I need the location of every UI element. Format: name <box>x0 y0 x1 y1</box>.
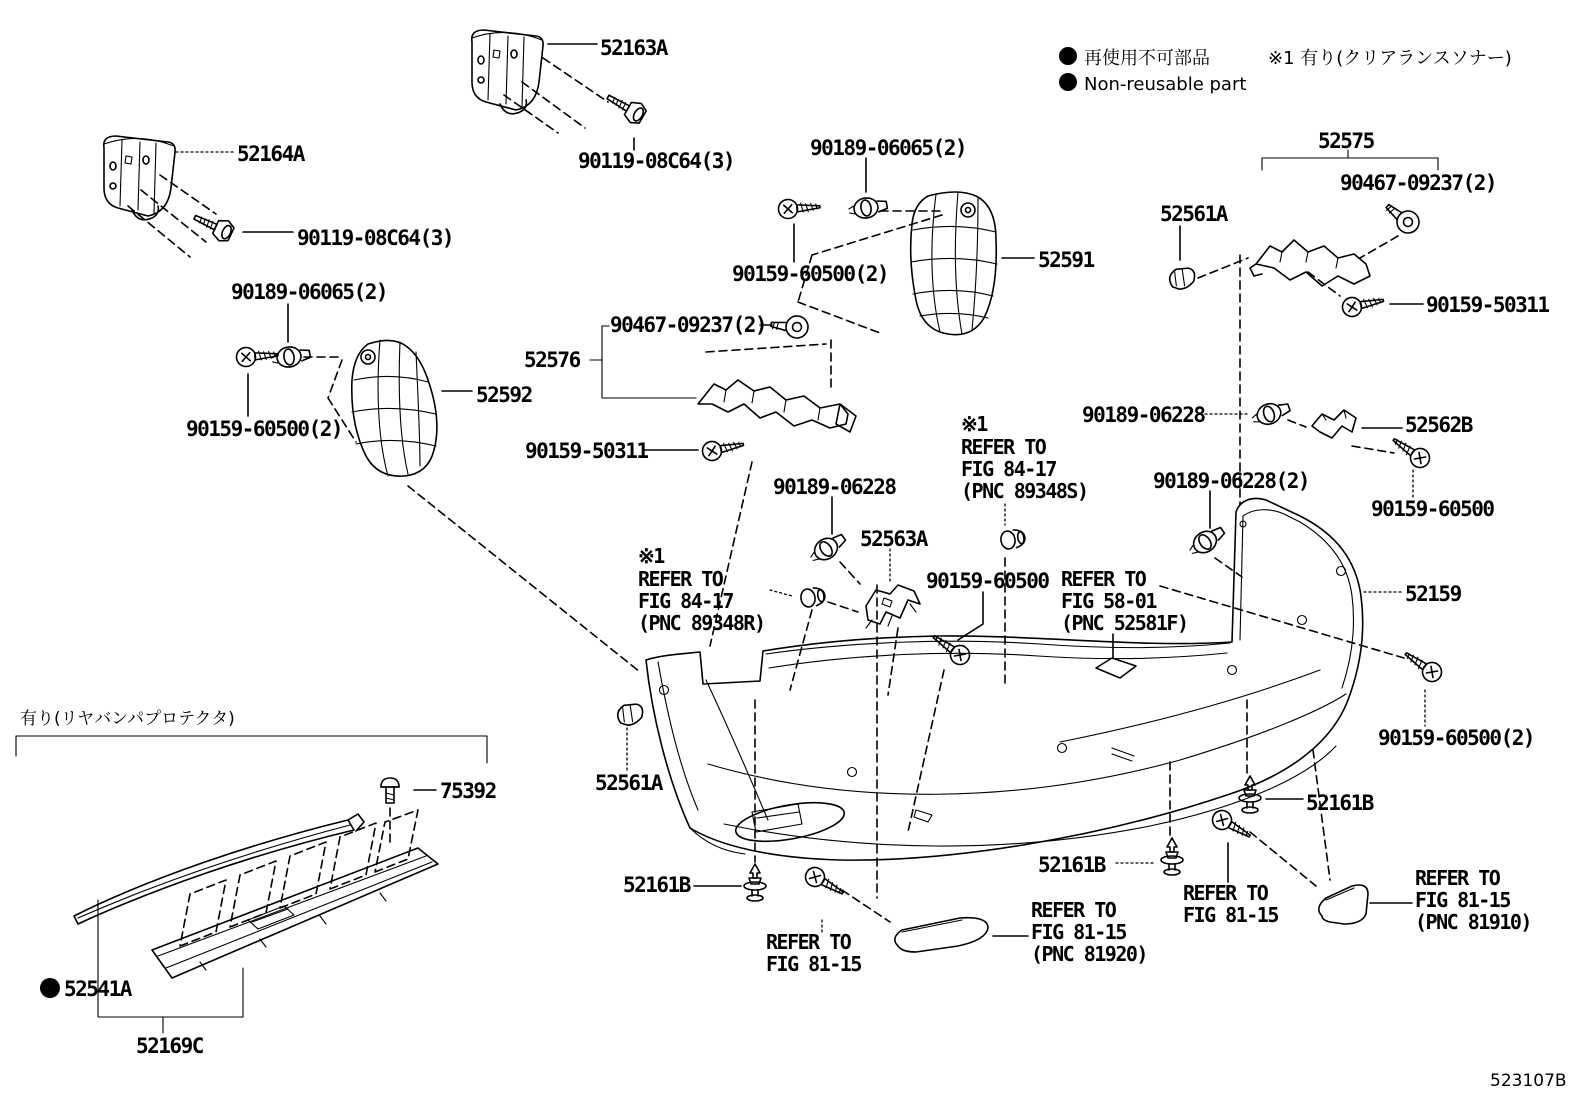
ref-fig5801-line1: REFER TO <box>1061 567 1146 591</box>
non-reusable-bullet-icon <box>40 978 60 998</box>
ref-fig8417r-line3: (PNC 89348R) <box>638 611 765 635</box>
label-52576: 52576 <box>524 348 580 372</box>
ref-fig5801-group <box>1061 567 1188 678</box>
label-52161B: 52161B <box>1306 791 1373 815</box>
mushroom-clip-icon <box>381 778 399 803</box>
sensor-cluster-group <box>638 412 1088 668</box>
label-90189-06228: 90189-06228 <box>1082 403 1205 427</box>
clip-nut-icon <box>770 312 810 339</box>
bolt-icon <box>190 207 236 244</box>
bracket-52575-drawing <box>1250 240 1370 286</box>
pad-52592-drawing <box>352 340 437 476</box>
label-52541A: 52541A <box>64 977 131 1001</box>
sensor-retainer-52563A-drawing <box>866 585 920 628</box>
grommet-icon <box>1250 397 1293 429</box>
legend <box>1059 47 1512 95</box>
ref-fig81920-line3: (PNC 81920) <box>1031 942 1147 966</box>
screw-icon <box>1388 432 1433 471</box>
non-reusable-bullet-icon <box>1059 73 1077 91</box>
screw-icon <box>1400 646 1445 685</box>
protector-strip-52541A-drawing <box>74 814 364 924</box>
bolt-icon <box>603 87 649 126</box>
label-52592: 52592 <box>476 383 532 407</box>
ref-fig81910-line3: (PNC 81910) <box>1415 910 1531 934</box>
push-pin-icon <box>1161 838 1183 875</box>
label-52575: 52575 <box>1318 129 1374 153</box>
bracket-52163A-drawing <box>472 30 734 173</box>
ref-fig5801-line2: FIG 58-01 <box>1061 589 1156 613</box>
clearance-sensor-icon <box>800 586 827 608</box>
legend-sonar-note: ※1 有り(クリアランスソナー) <box>1268 48 1512 69</box>
screw-icon <box>778 197 821 219</box>
label-52169C: 52169C <box>136 1034 203 1058</box>
ref-fig5801-line3: (PNC 52581F) <box>1061 611 1188 635</box>
screw-icon <box>1341 291 1386 318</box>
ref-fig8417r-line2: FIG 84-17 <box>638 589 733 613</box>
label-90189-06228: 90189-06228 <box>773 475 896 499</box>
grommet-icon <box>806 529 849 567</box>
label-90159-60500x2: 90159-60500(2) <box>1378 726 1535 750</box>
screw-icon <box>701 435 746 462</box>
label-90467-09237: 90467-09237(2) <box>610 313 767 337</box>
label-52161B: 52161B <box>623 873 690 897</box>
screw-icon <box>236 345 279 367</box>
bumper-cover-52159-drawing <box>646 499 1534 899</box>
label-90159-50311: 90159-50311 <box>1426 293 1549 317</box>
legend-reuse-jp: 再使用不可部品 <box>1084 48 1210 69</box>
ref-fig8417s-line3: (PNC 89348S) <box>961 479 1088 503</box>
label-90467-09237: 90467-09237(2) <box>1340 171 1497 195</box>
label-90159-60500x2: 90159-60500(2) <box>732 262 889 286</box>
label-52163A: 52163A <box>600 36 667 60</box>
side-clip-icon <box>615 701 645 727</box>
ref-mark: ※1 <box>638 544 664 568</box>
push-pin-icon <box>744 864 766 901</box>
side-support-52591-group <box>732 136 1095 335</box>
note-protector: 有り(リヤバンパプロテクタ) <box>20 709 235 729</box>
label-52561A: 52561A <box>595 771 662 795</box>
label-90159-50311: 90159-50311 <box>525 439 648 463</box>
reflector-left-drawing <box>895 918 988 952</box>
side-support-52592-group <box>186 280 640 672</box>
label-90119-08C64: 90119-08C64(3) <box>297 226 454 250</box>
label-90189-06065: 90189-06065(2) <box>810 136 967 160</box>
ref-mark: ※1 <box>961 412 987 436</box>
ref-fig8417r-line1: REFER TO <box>638 567 723 591</box>
bracket-52562B-drawing <box>1312 410 1356 438</box>
protector-52169C-drawing <box>152 810 438 978</box>
ref-fig8115-line1: REFER TO <box>1183 881 1268 905</box>
label-52562B: 52562B <box>1405 413 1472 437</box>
non-reusable-bullet-icon <box>1059 47 1077 65</box>
grommet-icon <box>1185 522 1228 560</box>
pad-52591-drawing <box>911 192 997 335</box>
label-75392: 75392 <box>440 779 496 803</box>
ref-fig8115-line1: REFER TO <box>766 930 851 954</box>
clip-nut-icon <box>1381 197 1423 238</box>
ref-fig8417s-line2: FIG 84-17 <box>961 457 1056 481</box>
label-52159: 52159 <box>1405 582 1461 606</box>
ref-fig81910-line2: FIG 81-15 <box>1415 888 1510 912</box>
diagram-code: 523107B <box>1490 1071 1567 1091</box>
retainer-52562B-group <box>1082 397 1494 577</box>
ref-fig8417s-line1: REFER TO <box>961 435 1046 459</box>
label-90189-06228x2: 90189-06228(2) <box>1153 469 1310 493</box>
lower-fasteners-group <box>623 776 1531 976</box>
label-90159-60500: 90159-60500 <box>1371 497 1494 521</box>
clip-52561A-group <box>595 701 664 795</box>
label-52561A: 52561A <box>1160 202 1227 226</box>
ref-fig81920-line1: REFER TO <box>1031 898 1116 922</box>
legend-reuse-en: Non-reusable part <box>1084 74 1247 95</box>
protector-section-group <box>16 709 496 1058</box>
label-90189-06065: 90189-06065(2) <box>231 280 388 304</box>
retainer-52575-group <box>1160 129 1549 505</box>
bracket-52576-drawing <box>698 380 856 432</box>
bracket-52164A-drawing <box>104 136 453 257</box>
ref-fig81910-line1: REFER TO <box>1415 866 1500 890</box>
label-52164A: 52164A <box>237 142 304 166</box>
side-clip-icon <box>1167 265 1197 291</box>
reflector-right-drawing <box>1319 885 1368 924</box>
ref-fig81920-line2: FIG 81-15 <box>1031 920 1126 944</box>
label-52161B: 52161B <box>1038 853 1105 877</box>
grommet-icon <box>848 195 889 221</box>
label-52591: 52591 <box>1038 248 1094 272</box>
push-pin-icon <box>1239 776 1261 813</box>
clearance-sensor-icon <box>1000 528 1027 550</box>
label-90159-60500x2: 90159-60500(2) <box>186 417 343 441</box>
screw-icon <box>802 864 847 901</box>
ref-fig8115-line2: FIG 81-15 <box>1183 903 1278 927</box>
label-90159-60500: 90159-60500 <box>926 569 1049 593</box>
label-90119-08C64: 90119-08C64(3) <box>578 149 735 173</box>
label-52563A: 52563A <box>860 527 927 551</box>
ref-fig8115-line2: FIG 81-15 <box>766 952 861 976</box>
